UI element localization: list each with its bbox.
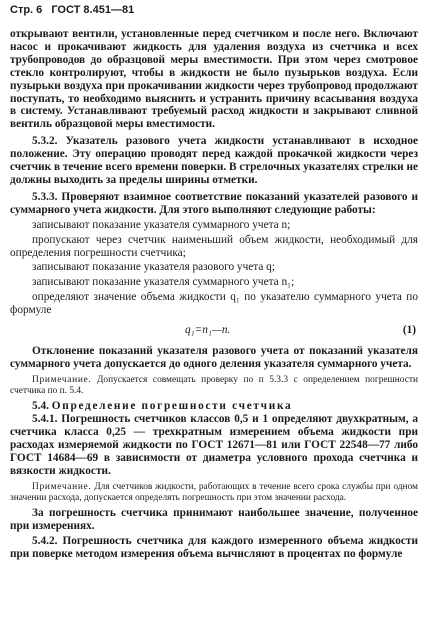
note-label: Примечание. [32,481,92,492]
step-record-single: записывают показание указателя разового учета q; [32,261,275,274]
section-title: Определение погрешности счетчика [51,400,293,413]
formula-number: (1) [402,323,416,336]
paragraph-max-error: За погрешность счетчика принимают наибольшее значение, полученное при измерениях. [10,507,418,533]
page-header [10,4,418,17]
note-text: Для счетчиков жидкости, работающих в течение всего срока службы при одном значении расхода, допускается определять погрешность при этом значении расхода. [10,481,418,503]
step-record-total-n1: записывают показание указателя суммарного учета n₁; [32,276,295,289]
paragraph-5-4-1: 5.4.1. Погрешность счетчиков классов 0,5 и 1 определяют двухкратным, а счетчика класса 0,25 — трехкратным измерением объема жидкости при расходах измеряемой жидкости по ГОСТ 12671—81 или ГОСТ 22548—77 либо ГОСТ 14684—69 в зависимости от диаметра условного прохода счетчика и вязкости жидкости. [10,413,418,477]
step-record-total: записывают показание указателя суммарного учета n; [32,218,291,231]
note-2 [10,482,418,504]
paragraph-5-4-2: 5.4.2. Погрешность счетчика для каждого измеренного объема жидкости при поверке методом измерения объема вычисляют в процентах по формуле [10,535,418,561]
note-label: Примечание. [32,374,92,385]
paragraph-continuation: открывают вентили, установленные перед счетчиком и после него. Включают насос и прокачивают жидкость для удаления воздуха из счетчика и всех трубопроводов до образцовой меры вместимости. При этом через смотровое стекло контролируют, чтобы в жидкости не было пузырьков воздуха. Если пузырьки воздуха при прокачивании жидкости через трубопровод продолжают поступать, то необходимо выяснить и устранить причину всасывания воздуха в систему. Устанавливают требуемый расход жидкости и закрывают сливной вентиль образцовой меры вместимости. [10,28,418,131]
section-number: 5.4. [32,400,49,413]
note-text: Допускается совмещать проверку по п 5.3.3 с определением погрешности счетчика по п. 5.4. [10,374,418,396]
document-page [10,4,418,561]
paragraph-5-3-3: 5.3.3. Проверяют взаимное соответствие показаний указателей разового и суммарного учета жидкости. Для этого выполняют следующие работы: [10,190,418,216]
formula-1 [10,319,418,341]
note-1 [10,375,418,397]
paragraph-5-3-2: 5.3.2. Указатель разового учета жидкости устанавливают в исходное положение. Эту операцию проводят перед каждой прокачкой жидкости через счетчик в течение всего времени поверки. В стрелочных указателях стрелки не должны выходить за пределы ширины отметки. [10,135,418,186]
step-determine-volume: определяют значение объема жидкости q₁ по указателю суммарного учета по формуле [10,291,418,317]
section-heading-5-4 [10,400,418,413]
standard-code: ГОСТ 8.451—81 [51,4,135,16]
formula-expression: q₁=n₁—n. [185,323,231,336]
step-pass-volume: пропускают через счетчик наименьший объем жидкости, необходимый для определения погрешности счетчика; [10,233,418,259]
page-number: Стр. 6 [10,4,43,16]
paragraph-deviation: Отклонение показаний указателя разового учета от показаний указателя суммарного учета допускается до одного деления указателя суммарного учета. [10,345,418,370]
